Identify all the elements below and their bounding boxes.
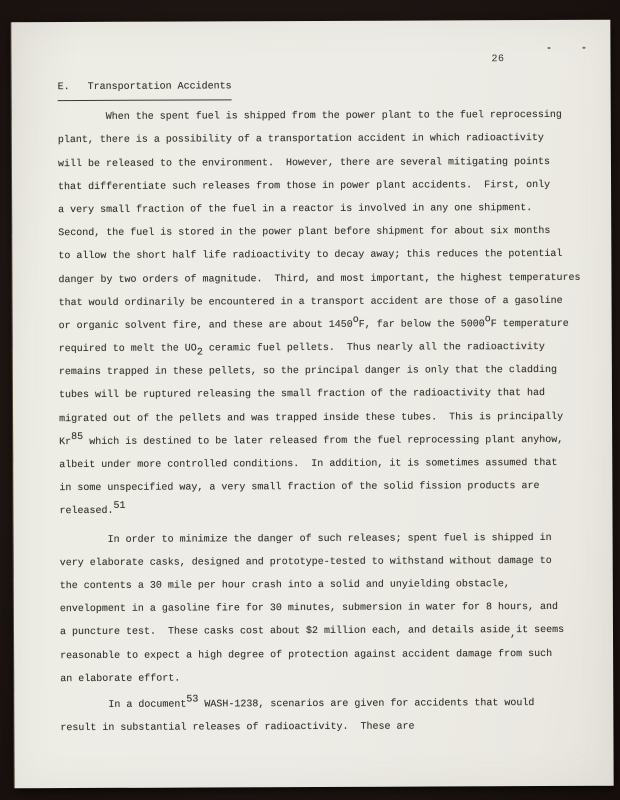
scan-speck <box>582 47 585 49</box>
text-line: very elaborate casks, designed and prototype-tested to withstand without damage to <box>59 555 552 569</box>
section-heading-text: E. Transportation Accidents <box>58 76 232 101</box>
text-line: In order to minimize the danger of such releases; spent fuel is shipped in <box>59 532 552 546</box>
text-line: Kr85 which is destined to be later released from the fuel reprocessing plant anyhow, <box>59 431 564 448</box>
text-line: reasonable to expect a high degree of protection against accident damage from such <box>60 648 553 662</box>
text-line: result in substantial releases of radioactivity. These are <box>60 721 415 735</box>
scan-speck <box>547 47 550 49</box>
text-line: envelopment in a gasoline fire for 30 minutes, submersion in water for 8 hours, and <box>59 602 559 616</box>
superscript: o <box>352 314 359 326</box>
paragraph <box>60 692 600 741</box>
text-line: albeit under more controlled conditions. In addition, it is sometimes assumed that <box>59 457 558 472</box>
superscript: o <box>484 314 491 326</box>
text-line: tubes will be ruptured releasing the small fraction of the radioactivity that had <box>58 388 546 402</box>
text-line: danger by two orders of magnitude. Third, and most important, the highest temperatures <box>58 272 581 286</box>
text-line: an elaborate effort. <box>60 673 181 685</box>
text-line: a very small fraction of the fuel in a reactor is involved in any one shipment. <box>58 202 533 217</box>
page-number: 26 <box>491 54 505 66</box>
subscript: 2 <box>196 347 203 359</box>
text-line: When the spent fuel is shipped from the power plant to the fuel reprocessing <box>57 110 562 124</box>
text-line: that differentiate such releases from those in power plant accidents. First, only <box>58 179 551 193</box>
superscript: 51 <box>113 501 126 513</box>
text-line: plant, there is a possibility of a transportation accident in which radioactivity <box>57 133 544 147</box>
paragraph <box>60 526 601 691</box>
text-line: migrated out of the pellets and was trapped inside these tubes. This is principally <box>59 411 564 425</box>
superscript: 85 <box>71 431 84 443</box>
text-line: or organic solvent fire, and these are about 1450oF, far below the 5000oF temperature <box>58 314 569 332</box>
text-line: in some unspecified way, a very small fraction of the solid fission products are <box>59 481 540 495</box>
page-content <box>58 74 601 741</box>
text-line: In a document53 WASH-1238, scenarios are given for accidents that would <box>60 694 535 711</box>
dropped-comma: , <box>510 629 517 641</box>
text-line: a puncture test. These casks cost about $2 million each, and details aside,it seems <box>59 625 565 641</box>
section-heading <box>58 74 598 102</box>
text-line: Second, the fuel is stored in the power plant before shipment for about six months <box>58 226 551 240</box>
text-line: will be released to the environment. However, there are several mitigating points <box>57 156 551 170</box>
paragraph <box>58 104 600 524</box>
text-line: required to melt the UO2 ceramic fuel pellets. Thus nearly all the radioactivity <box>58 342 545 359</box>
paragraphs <box>58 104 601 740</box>
text-line: to allow the short half life radioactivity to decay away; this reduces the potential <box>58 249 563 263</box>
text-line: the contents a 30 mile per hour crash into a solid and unyielding obstacle, <box>59 579 510 593</box>
text-line: released.51 <box>59 501 126 518</box>
text-line: remains trapped in these pellets, so the principal danger is only that the cladding <box>58 365 557 379</box>
superscript: 53 <box>186 694 199 706</box>
text-line: that would ordinarily be encountered in a transport accident are those of a gasoline <box>58 295 563 309</box>
document-page <box>11 20 613 789</box>
